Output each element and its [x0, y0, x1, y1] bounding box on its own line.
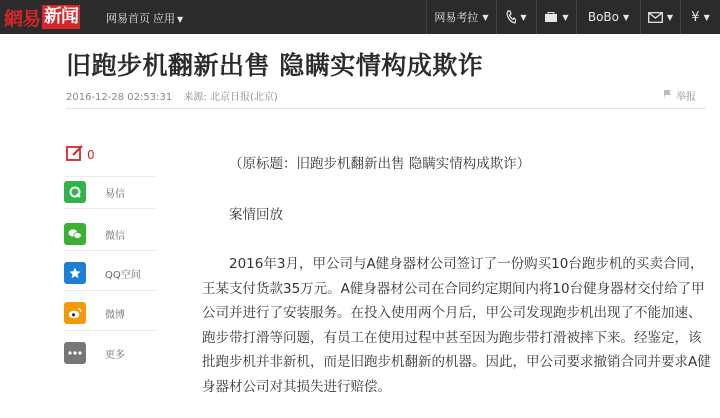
nav-apps-label: 应用: [153, 12, 175, 25]
article-paragraph-heading: 案情回放: [229, 207, 283, 223]
share-divider: [64, 290, 156, 291]
logo-text: 網易: [4, 7, 41, 30]
share-weibo-button[interactable]: [64, 298, 156, 328]
share-weibo-label: 微博: [105, 309, 125, 321]
title-divider: [66, 108, 706, 109]
share-qzone-button[interactable]: [64, 258, 156, 288]
more-icon: [64, 342, 86, 364]
share-divider: [64, 330, 156, 331]
chevron-down-icon: ▼: [177, 15, 184, 24]
report-link[interactable]: [663, 88, 696, 103]
weibo-icon: [64, 302, 86, 324]
report-icon: [663, 89, 676, 102]
share-wechat-button[interactable]: [64, 219, 156, 249]
comment-count: 0: [87, 148, 95, 162]
article-paragraph-original-title: （原标题：旧跑步机翻新出售 隐瞒实情构成欺诈）: [229, 156, 531, 172]
bobo-dropdown[interactable]: [576, 0, 640, 34]
mail-icon: [648, 12, 663, 23]
comment-link[interactable]: [66, 144, 95, 166]
shopping-bag-icon: [544, 11, 558, 23]
report-label: 举报: [676, 92, 696, 103]
wechat-icon: [64, 223, 86, 245]
netease-kaola-dropdown[interactable]: [426, 0, 496, 34]
cart-dropdown[interactable]: [536, 0, 576, 34]
nav-netease-home-link[interactable]: 网易首页: [106, 12, 150, 25]
chevron-down-icon: ▼: [520, 12, 527, 22]
nav-apps-dropdown[interactable]: [153, 10, 183, 26]
share-more-label: 更多: [105, 349, 125, 361]
top-right-tools: [426, 0, 720, 34]
share-divider: [64, 208, 156, 209]
article-paragraph-body: 2016年3月，甲公司与A健身器材公司签订了一份购买10台跑步机的买卖合同，王某支付货款35万元。A健身器材公司在合同约定期间内将10台健身器材交付给了甲公司并进行了安装服务。在投入使用两个月后，甲公司发现跑步机出现了不能加速、跑步带打滑等问题，有员工在使用过程中甚至因为跑步带打滑被摔下来。经鉴定，该批跑步机并非新机，而是旧跑步机翻新的机器。因此，甲公司要求撤销合同并要求A健身器材公司对其损失进行赔偿。: [202, 256, 711, 395]
chevron-down-icon: ▼: [666, 12, 674, 22]
share-divider: [64, 250, 156, 251]
yen-icon: ¥: [691, 9, 700, 25]
share-qzone-label: QQ空间: [105, 269, 141, 281]
share-yixin-label: 易信: [105, 188, 125, 200]
netease-news-logo[interactable]: [4, 4, 80, 30]
mail-dropdown[interactable]: [640, 0, 680, 34]
share-more-button[interactable]: [64, 338, 156, 368]
publish-datetime: 2016-12-28 02:53:31: [66, 92, 173, 103]
yixin-icon: [64, 181, 86, 203]
chevron-down-icon: ▼: [562, 12, 569, 22]
comment-edit-icon: [66, 144, 84, 166]
share-wechat-label: 微信: [105, 230, 125, 242]
top-navigation-bar: [0, 0, 720, 34]
chevron-down-icon: ▼: [482, 12, 489, 22]
qzone-icon: [64, 262, 86, 284]
phone-icon: [506, 10, 516, 24]
phone-dropdown[interactable]: [496, 0, 536, 34]
bobo-label: BoBo: [587, 10, 619, 24]
chevron-down-icon: ▼: [703, 12, 710, 22]
logo-news-box: 新闻: [44, 6, 79, 27]
article-meta: [66, 88, 278, 103]
kaola-label: 网易考拉: [434, 11, 479, 24]
share-yixin-button[interactable]: [64, 177, 156, 207]
finance-dropdown[interactable]: [680, 0, 720, 34]
chevron-down-icon: ▼: [623, 12, 630, 22]
article-source[interactable]: 来源: 北京日报(北京): [183, 92, 278, 103]
article-title: 旧跑步机翻新出售 隐瞒实情构成欺诈: [66, 51, 484, 80]
